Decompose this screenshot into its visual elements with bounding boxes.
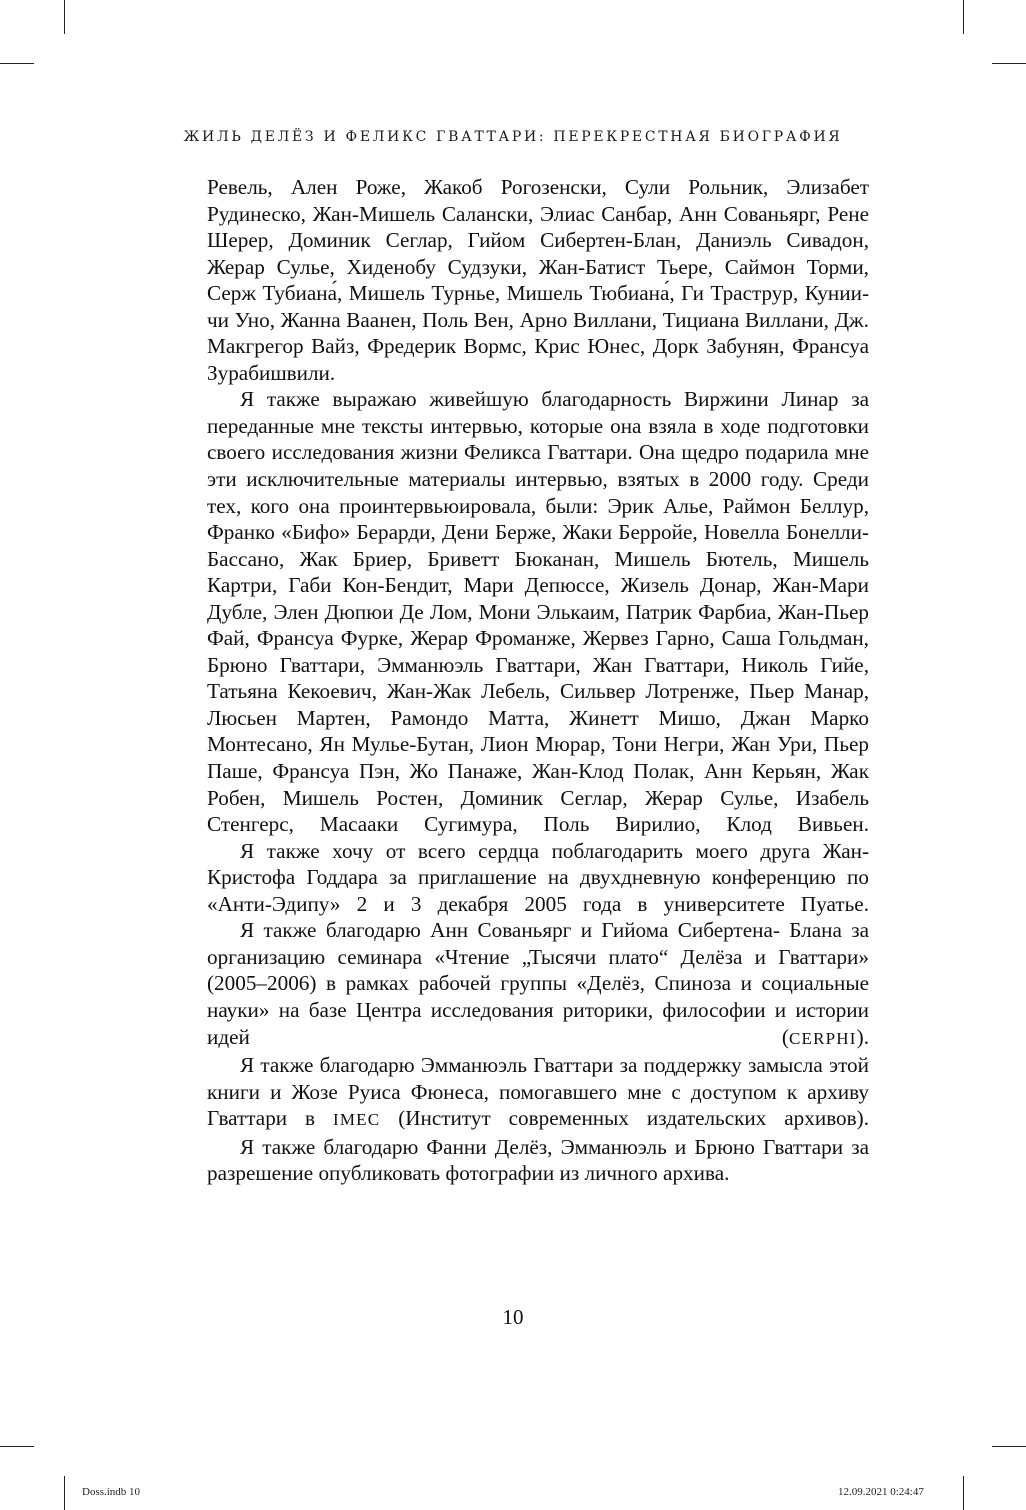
running-header: ЖИЛЬ ДЕЛЁЗ И ФЕЛИКС ГВАТТАРИ: ПЕРЕКРЕСТНАЯ БИОГРАФИЯ [183, 129, 843, 145]
paragraph: Я также благодарю Анн Сованьярг и Гийома Сибертена- Блана за организацию семинара «Чтение „Тысячи плато“ Делёза и Гваттари» (2005–2006) в рамках рабочей группы «Делёз, Спиноза и социальные науки» на базе Центра исследования риторики, философии и истории идей (CERPHI). [207, 918, 870, 1049]
crop-mark [0, 1446, 34, 1447]
crop-mark [963, 0, 964, 34]
slug-timestamp: 12.09.2021 0:24:47 [838, 1486, 924, 1498]
paragraph: Я также благодарю Эмманюэль Гваттари за поддержку замысла этой книги и Жозе Руиса Фюнеса, помогавшего мне с доступом к архиву Гваттари в IMEC (Институт современных издательских архивов). [207, 1053, 870, 1131]
crop-mark [64, 1476, 65, 1510]
crop-mark [963, 1476, 964, 1510]
crop-mark [64, 0, 65, 34]
body-text [207, 174, 869, 1187]
crop-mark [0, 63, 34, 64]
page-number: 10 [502, 1305, 524, 1329]
crop-mark [992, 63, 1026, 64]
paragraph: Ревель, Ален Роже, Жакоб Рогозенски, Сули Рольник, Элизабет Рудинеско, Жан-Мишель Салански, Элиас Санбар, Анн Сованьярг, Рене Шерер, Доминик Сеглар, Гийом Сибертен-Блан, Даниэль Сивадон, Жерар Сулье, Хиденобу Судзуки, Жан-Батист Тьере, Саймон Торми, Серж Тубиана́, Мишель Турнье, Мишель Тюбиана́, Ги Траструр, Куниичи Уно, Жанна Ваанен, Поль Вен, Арно Виллани, Тициана Виллани, Дж. Макгрегор Вайз, Фредерик Вормс, Крис Юнес, Дорк Забунян, Франсуа Зурабишвили. [207, 175, 870, 385]
paragraph: Я также благодарю Фанни Делёз, Эмманюэль и Брюно Гваттари за разрешение опубликовать фотографии из личного архива. [207, 1134, 870, 1186]
paragraph: Я также хочу от всего сердца поблагодарить моего друга Жан-Кристофа Годдара за приглашение на двухдневную конференцию по «Анти-Эдипу» 2 и 3 декабря 2005 года в университете Пуатье. [207, 838, 870, 916]
slug-file: Doss.indb 10 [82, 1486, 141, 1498]
crop-mark [992, 1446, 1026, 1447]
paragraph: Я также выражаю живейшую благодарность Виржини Линар за переданные мне тексты интервью, которые она взяла в ходе подготовки своего исследования жизни Феликса Гваттари. Она щедро подарила мне эти исключительные материалы интервью, взятых в 2000 году. Среди тех, кого она проинтервьюировала, были: Эрик Алье, Раймон Беллур, Франко «Бифо» Берарди, Дени Берже, Жаки Берройе, Новелла Бонелли-Бассано, Жак Бриер, Бриветт Бюканан, Мишель Бютель, Мишель Картри, Габи Кон-Бендит, Мари Депюссе, Жизель Донар, Жан-Мари Дубле, Элен Дюпюи Де Лом, Мони Элькаим, Патрик Фарбиа, Жан-Пьер Фай, Франсуа Фурке, Жерар Фроманже, Жервез Гарно, Саша Гольдман, Брюно Гваттари, Эмманюэль Гваттари, Жан Гваттари, Николь Гийе, Татьяна Кекоевич, Жан-Жак Лебель, Сильвер Лотренже, Пьер Манар, Люсьен Мартен, Рамондо Матта, Жинетт Мишо, Джан Марко Монтесано, Ян Мулье-Бутан, Лион Мюрар, Тони Негри, Жан Ури, Пьер Паше, Франсуа Пэн, Жо Панаже, Жан-Клод Полак, Анн Керьян, Жак Робен, Мишель Ростен, Доминик Сеглар, Жерар Сулье, Изабель Стенгерс, Масааки Сугимура, Поль Вирилио, Клод Вивьен. [207, 387, 870, 837]
